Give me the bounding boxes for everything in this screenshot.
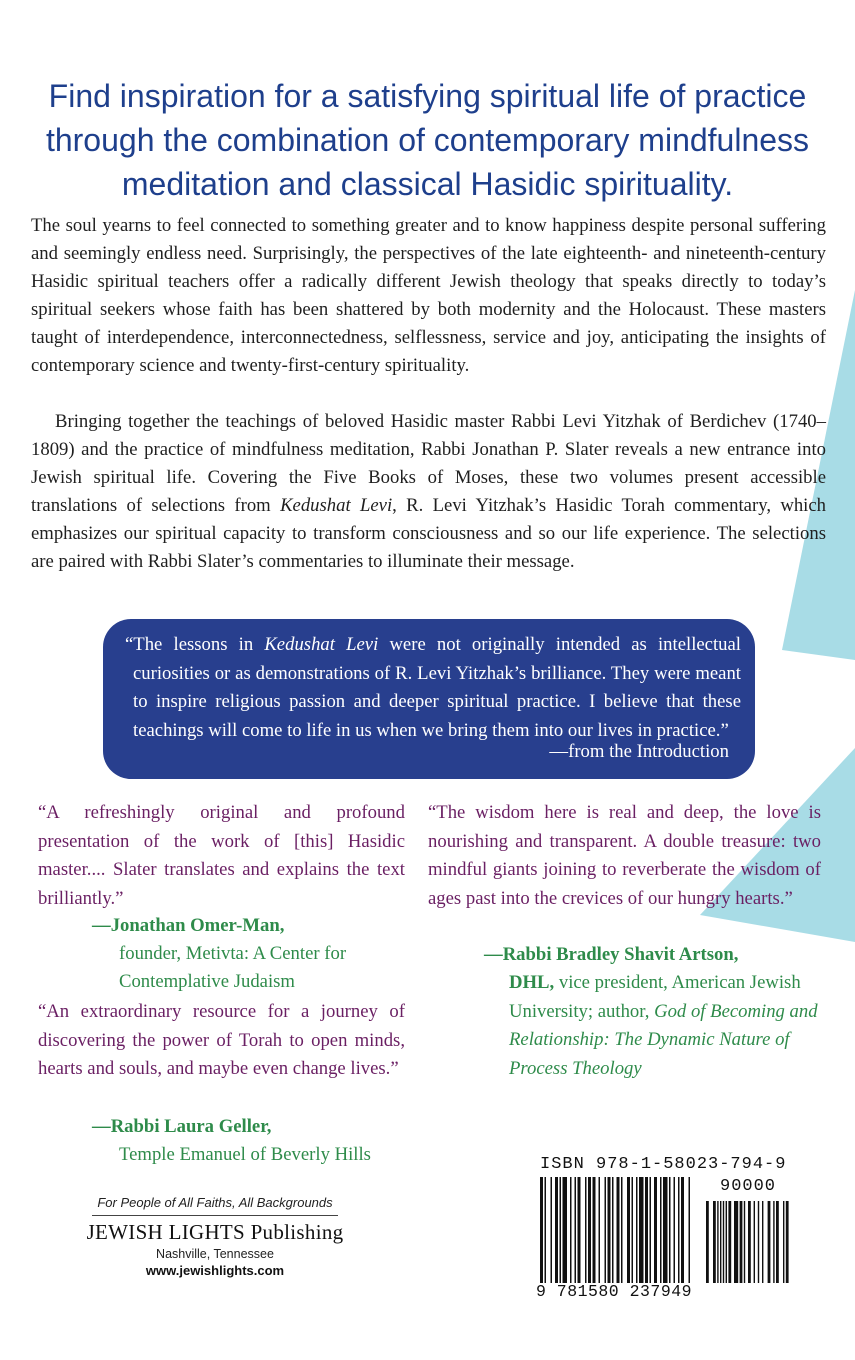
barcode-bar (654, 1177, 657, 1283)
barcode-addon-bar (773, 1201, 774, 1283)
barcode-bar (632, 1177, 634, 1283)
barcode-addon-bar (723, 1201, 724, 1283)
barcode-addon-bar (748, 1201, 751, 1283)
publisher-url: www.jewishlights.com (145, 1263, 285, 1278)
barcode-bar (636, 1177, 638, 1283)
publisher-divider (92, 1215, 338, 1216)
barcode-bar (555, 1177, 558, 1283)
barcode-bar (674, 1177, 676, 1283)
ean-number: 9 781580 237949 (536, 1282, 693, 1301)
barcode-bar (681, 1177, 684, 1283)
barcode-bar (585, 1177, 587, 1283)
introduction-quote-box (103, 619, 755, 779)
barcode-addon-bar (768, 1201, 771, 1283)
barcode-addon-bar (754, 1201, 755, 1283)
barcode-bar (578, 1177, 581, 1283)
barcode-bar (588, 1177, 591, 1283)
publisher-tagline: For People of All Faiths, All Backgrounds (97, 1195, 333, 1210)
publisher-block (84, 1195, 346, 1278)
barcode-bar (563, 1177, 568, 1283)
barcode-area (536, 1155, 796, 1305)
price-addon-number: 90000 (720, 1177, 777, 1196)
para2-text-after: , R. Levi Yitzhak’s Hasidic Torah commentary, which emphasizes our spiritual capacity to transform consciousness and so our life experience. The selections are paired with Rabbi Slater’s commentaries to illuminate their message. (31, 495, 826, 572)
barcode-addon-bar (713, 1201, 716, 1283)
barcode-bar (612, 1177, 614, 1283)
barcode-addon-bar (744, 1201, 745, 1283)
barcode-bar (669, 1177, 671, 1283)
barcode-bar (599, 1177, 601, 1283)
barcode-bar (540, 1177, 543, 1283)
barcode-bar (575, 1177, 577, 1283)
endorser-role-omer-man-2: Contemplative Judaism (119, 971, 295, 992)
endorser-details-artson: DHL, vice president, American Jewish University; author, God of Becoming and Relationship: The Dynamic Nature of Process Theology (509, 972, 818, 1079)
endorsement-quote-geller: “An extraordinary resource for a journey of discovering the power of Torah to open minds, hearts and souls, and maybe even change lives.” (38, 1001, 405, 1079)
barcode-addon-bar (740, 1201, 743, 1283)
barcode-bar (663, 1177, 668, 1283)
barcode-addon-bar (706, 1201, 709, 1283)
barcode-bar (593, 1177, 596, 1283)
barcode-bar (551, 1177, 553, 1283)
barcode-addon-bar (717, 1201, 718, 1283)
barcode-bar (639, 1177, 644, 1283)
barcode-addon-bar (758, 1201, 759, 1283)
barcode-addon-bar (776, 1201, 779, 1283)
barcode-bar (689, 1177, 691, 1283)
barcode-addon-bar (728, 1201, 731, 1283)
para2-text-before: Bringing together the teachings of beloved Hasidic master Rabbi Levi Yitzhak of Berdichev (1740–1809) and the practice of mindfulness meditation, Rabbi Jonathan P. Slater reveals a new entrance into Jewish spiritual life. Covering the Five Books of Moses, these two volumes present accessible translations of selections from (31, 411, 826, 516)
barcode-bar (645, 1177, 648, 1283)
barcode-bar (570, 1177, 572, 1283)
intro-quote-before: “The lessons in (125, 634, 265, 655)
endorser-name-omer-man: —Jonathan Omer-Man, (92, 915, 285, 936)
barcode-bar (545, 1177, 547, 1283)
intro-quote-title: Kedushat Levi (264, 634, 379, 655)
barcode-bar (660, 1177, 662, 1283)
endorser-role-omer-man-1: founder, Metivta: A Center for (119, 943, 347, 964)
barcode-bar (650, 1177, 652, 1283)
barcode-addon-bar (726, 1201, 727, 1283)
endorsement-quote-omer-man: “A refreshingly original and profound presentation of the work of [this] Hasidic master.... Slater translates and explains the text brilliantly.” (38, 802, 405, 909)
endorser-name-artson: —Rabbi Bradley Shavit Artson, (484, 944, 739, 965)
barcode-bar (560, 1177, 562, 1283)
barcode-bar (617, 1177, 620, 1283)
barcode-bar (621, 1177, 623, 1283)
barcode-bar (627, 1177, 630, 1283)
para2-book-title: Kedushat Levi (280, 495, 393, 516)
introduction-attribution: —from the Introduction (549, 741, 729, 762)
isbn-number: ISBN 978-1-58023-794-9 (540, 1155, 787, 1174)
barcode-addon-bar (720, 1201, 721, 1283)
barcode-addon-bar (783, 1201, 784, 1283)
barcode-bar (608, 1177, 611, 1283)
barcode-addon-bar (734, 1201, 738, 1283)
publisher-city: Nashville, Tennessee (156, 1247, 274, 1261)
publisher-name: JEWISH LIGHTS Publishing (86, 1220, 344, 1244)
barcode-addon-bar (786, 1201, 789, 1283)
endorsement-quote-artson: “The wisdom here is real and deep, the love is nourishing and transparent. A double treasure: two mindful giants joining to reverberate the wisdom of ages past into the crevices of our hungry hearts.” (428, 802, 821, 909)
headline: Find inspiration for a satisfying spiritual life of practice through the combination of contemporary mindfulness meditation and classical Hasidic spirituality. (45, 78, 810, 202)
barcode-bar (678, 1177, 680, 1283)
description-paragraph-2 (31, 408, 826, 576)
endorser-role-geller: Temple Emanuel of Beverly Hills (119, 1144, 371, 1165)
description-paragraph-1: The soul yearns to feel connected to something greater and to know happiness despite personal suffering and seemingly endless need. Surprisingly, the perspectives of the late eighteenth- and nineteenth-century Hasidic spiritual teachers offer a radically different Jewish theology that speaks directly to today’s spiritual seekers whose faith has been shattered by both modernity and the Holocaust. These masters taught of interdependence, interconnectedness, selflessness, service and joy, anticipating the insights of contemporary science and twenty-first-century spirituality. (31, 215, 826, 376)
introduction-quote (125, 631, 741, 745)
endorser-name-geller: —Rabbi Laura Geller, (92, 1116, 272, 1137)
intro-quote-after: were not originally intended as intellectual curiosities or as demonstrations of R. Levi Yitzhak’s brilliance. They were meant to inspire religious passion and deeper spiritual practice. I believe that these teachings will come to life in us when we bring them into our lives in practice.” (133, 634, 741, 741)
barcode-bar (605, 1177, 607, 1283)
barcode-addon-bar (762, 1201, 763, 1283)
